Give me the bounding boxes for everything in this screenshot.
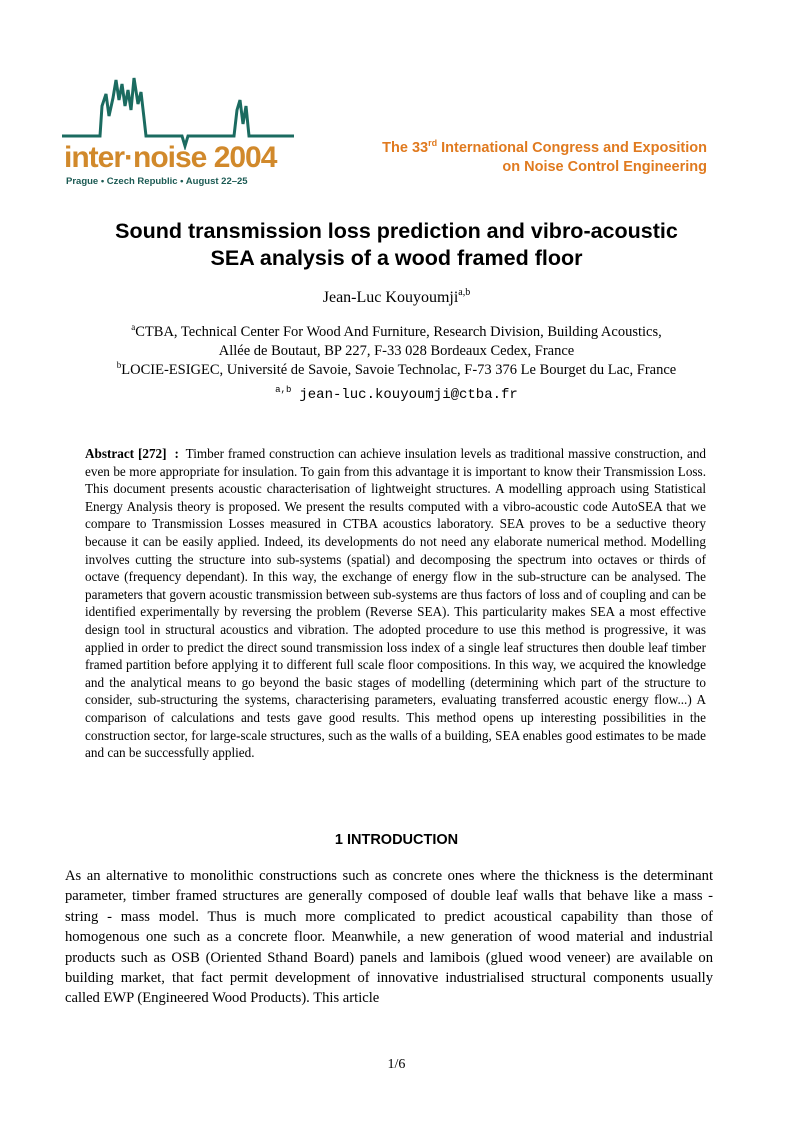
abstract-text: Timber framed construction can achieve insulation levels as traditional massive construction, and even be more appropriate for insulation. To gain from this advantage it is important to know their Transmission Loss. This document presents acoustic characterisation of lightweight structures. A modelling approach using Statistical Energy Analysis theory is proposed. We present the results computed with a vibro-acoustic code AutoSEA that we compare to Transmission Losses measured in CTBA acoustics laboratory. SEA proves to be a seductive theory because it can be easily applied. Indeed, its developments do not need any elaborate numerical method. Modelling involves cutting the structure into sub-systems (spatial) and decomposing the spectrum into octaves or thirds of octave (frequency dependant). In this way, the exchange of energy flow in the sub-structure can be analysed. The parameters that govern acoustic transmission between sub-systems are thus factors of loss and of coupling and can be identified experimentally by reversing the problem (Reverse SEA). This particularity makes SEA a most effective design tool in structural acoustics and vibration. The adopted procedure to use this method is progressive, it was applied in order to predict the direct sound transmission loss index of a single leaf structures then double leaf timber framed partition before applying it to different full scale floor compositions. In this way, we acquired the knowledge and the analytical means to go beyond the basic stages of modelling (determining which part of the structure to consider, sub-structuring the systems, characterising parameters, evaluating transferred acoustic energy flow...) A comparison of calculations and tests gave good results. This method opens up interesting possibilities in the construction sector, for large-scale structures, such as the walls of a building, SEA enables good estimates to be made and can be successfully applied. [85, 446, 707, 761]
sound-wave-graphic [62, 70, 294, 150]
affiliations [40, 323, 753, 380]
email-line: $^{a,b}$ jean-luc.kouyoumji@ctba.fr [275, 385, 518, 403]
logo-tagline: Prague • Czech Republic • August 22–25 [66, 176, 248, 187]
paper-title: Sound transmission loss prediction and vibro-acoustic SEA analysis of a wood framed floor [115, 219, 678, 270]
logo-wordmark: inter·noise 2004 [64, 141, 277, 174]
congress-line-1: The 33rd International Congress and Exposition [382, 138, 707, 156]
abstract-label: Abstract [272] [85, 446, 167, 461]
affiliation-b: $^b$LOCIE-ESIGEC, Université de Savoie, Savoie Technolac, F-73 376 Le Bourget du Lac, France [116, 360, 677, 378]
page-number: 1/6 [387, 1057, 406, 1072]
congress-banner [382, 139, 707, 177]
author-name: Jean-Luc Kouyoumji [322, 289, 459, 306]
author-sup: a,b [458, 287, 471, 298]
intro-paragraph: As an alternative to monolithic constructions such as concrete ones where the thickness is the determinant parameter, timber framed structures are generally composed of double leaf walls that behave like a mass - string - mass model. Thus is much more complicated to predict acoustical capability than those of homogenous one such as a concrete floor. Meanwhile, a new generation of wood material and industrial products such as OSB (Oriented Sthand Board) panels and lamibois (glued wood veneer) are available on building market, that fact permit development of innovative industrialised structural components usually called EWP (Engineered Wood Products). This article [65, 868, 713, 1007]
congress-line-2: on Noise Control Engineering [502, 159, 707, 175]
affiliation-a: $^a$CTBA, Technical Center For Wood And Furniture, Research Division, Building Acoustics, [131, 322, 662, 340]
email-address[interactable]: jean-luc.kouyoumji@ctba.fr [299, 387, 518, 403]
affiliation-a-address: Allée de Boutaut, BP 227, F-33 028 Bordeaux Cedex, France [218, 343, 575, 359]
abstract: Abstract [272] : Timber framed construction can achieve insulation levels as traditional massive construction, and even be more appropriate for insulation. To gain from this advantage it is important to know their Transmission Loss. This document presents acoustic characterisation of lightweight structures. A modelling approach using Statistical Energy Analysis theory is proposed. We present the results computed with a vibro-acoustic code AutoSEA that we compare to Transmission Losses measured in CTBA acoustics laboratory. SEA proves to be a seductive theory because it can be easily applied. Indeed, its developments do not need any elaborate numerical method. Modelling involves cutting the structure into sub-systems (spatial) and decomposing the spectrum into octaves or thirds of octave (frequency dependant). In this way, the exchange of energy flow in the sub-structure can be analysed. The parameters that govern acoustic transmission between sub-systems are thus factors of loss and of coupling and can be identified experimentally by reversing the problem (Reverse SEA). This particularity makes SEA a most effective design tool in structural acoustics and vibration. The adopted procedure to use this method is progressive, it was applied in order to predict the direct sound transmission loss index of a single leaf structures then double leaf timber framed partition before applying it to different full scale floor compositions. In this way, we acquired the knowledge and the analytical means to go beyond the basic stages of modelling (determining which part of the structure to consider, sub-structuring the systems, characterising parameters, evaluating transferred acoustic energy flow...) A comparison of calculations and tests gave good results. This method opens up interesting possibilities in the construction sector, for large-scale structures, such as the walls of a building, SEA enables good estimates to be made and can be successfully applied. [85, 446, 707, 761]
author [0, 289, 793, 307]
section-heading: 1 INTRODUCTION [334, 832, 459, 848]
conference-logo [62, 70, 294, 194]
